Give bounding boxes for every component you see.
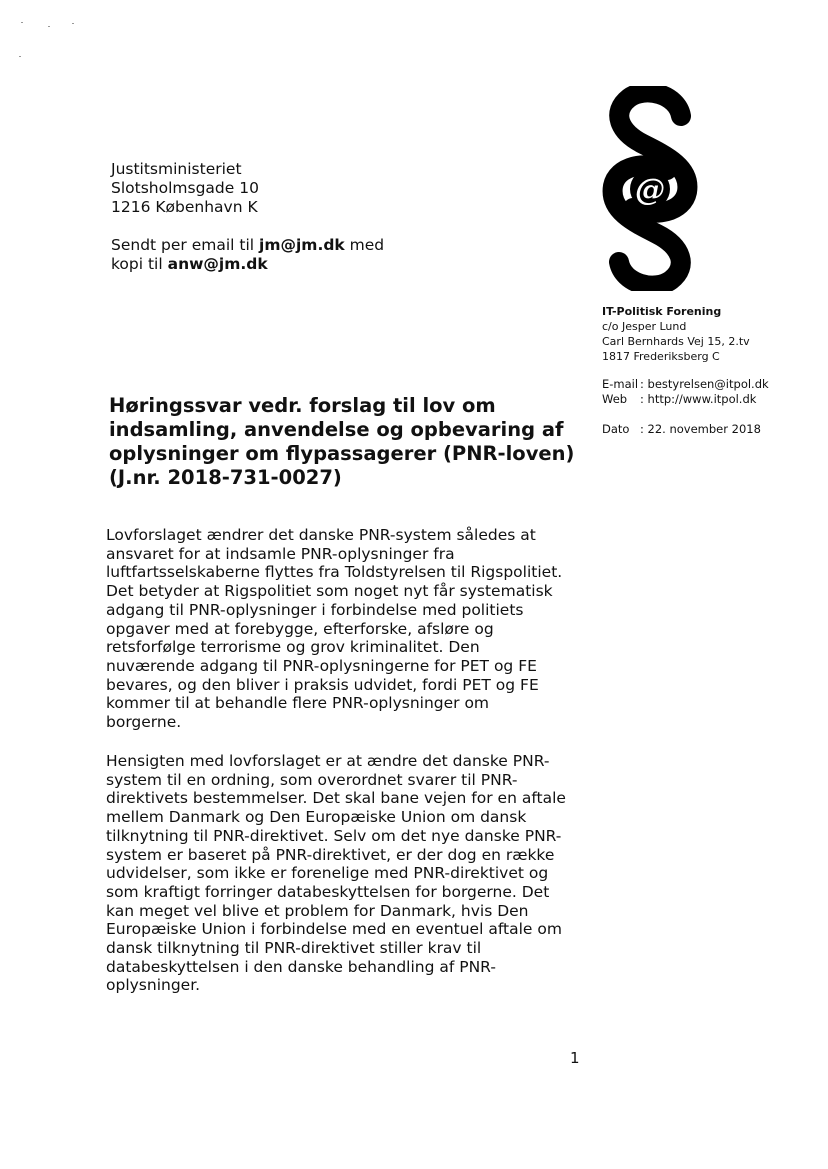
document-title: [109, 394, 599, 490]
text-line: oplysninger.: [106, 976, 201, 995]
text-line: luftfartsselskaberne flyttes fra Toldstyrelsen til Rigspolitiet.: [106, 563, 563, 582]
text-line: retsforfølge terrorisme og grov kriminalitet. Den: [106, 638, 480, 657]
body-paragraph-1: [106, 526, 586, 732]
letter-date: [602, 422, 761, 436]
recipient-line: Slotsholmsgade 10: [111, 179, 259, 197]
body-paragraph-2: [106, 752, 586, 995]
title-line: (J.nr. 2018-731-0027): [109, 466, 342, 489]
email-label: E-mail: [602, 377, 639, 391]
date-label: Dato: [602, 422, 630, 436]
sent-middle: med: [344, 236, 385, 254]
text-line: borgerne.: [106, 713, 182, 732]
text-line: kan meget vel blive et problem for Danmark, hvis Den: [106, 901, 529, 920]
text-line: adgang til PNR-oplysninger i forbindelse med politiets: [106, 600, 524, 619]
recipient-line: Justitsministeriet: [111, 160, 242, 178]
text-line: ansvaret for at indsamle PNR-oplysninger fra: [106, 544, 455, 563]
page-number: 1: [570, 1049, 580, 1067]
title-line: Høringssvar vedr. forslag til lov om: [109, 394, 496, 417]
email-link-jm[interactable]: jm@jm.dk: [259, 236, 345, 254]
scan-speck: [48, 26, 50, 27]
sender-org: [602, 304, 750, 364]
sent-prefix: Sendt per email til: [111, 236, 260, 254]
text-line: system er baseret på PNR-direktivet, er der dog en række: [106, 845, 555, 864]
scan-speck: [72, 23, 74, 24]
org-line: 1817 Frederiksberg C: [602, 350, 720, 363]
text-line: Europæiske Union i forbindelse med en eventuel aftale om: [106, 920, 562, 939]
org-name: IT-Politisk Forening: [602, 305, 722, 318]
text-line: dansk tilknytning til PNR-direktivet stiller krav til: [106, 939, 482, 958]
sent-prefix-copy: kopi til: [111, 255, 168, 273]
text-line: kommer til at behandle flere PNR-oplysninger om: [106, 694, 490, 713]
text-line: udvidelser, som ikke er forenelige med PNR-direktivet og: [106, 864, 549, 883]
text-line: tilknytning til PNR-direktivet. Selv om det nye danske PNR-: [106, 826, 562, 845]
scan-speck: [19, 56, 21, 57]
sent-note: [111, 236, 384, 274]
scan-speck: [21, 22, 23, 23]
text-line: system til en ordning, som overordnet svarer til PNR-: [106, 770, 518, 789]
text-line: databeskyttelsen i den danske behandling af PNR-: [106, 957, 496, 976]
org-line: Carl Bernhards Vej 15, 2.tv: [602, 335, 750, 348]
text-line: bevares, og den bliver i praksis udvidet, fordi PET og FE: [106, 675, 539, 694]
itpol-logo: [595, 86, 705, 291]
recipient-address: [111, 160, 259, 217]
title-line: oplysninger om flypassagerer (PNR-loven): [109, 442, 575, 465]
text-line: Hensigten med lovforslaget er at ændre det danske PNR-: [106, 752, 550, 770]
email-link-anw[interactable]: anw@jm.dk: [167, 255, 268, 273]
text-line: Det betyder at Rigspolitiet som noget nyt får systematisk: [106, 582, 553, 601]
org-web-link[interactable]: : http://www.itpol.dk: [640, 392, 757, 406]
at-symbol-icon: @: [635, 173, 665, 208]
text-line: mellem Danmark og Den Europæiske Union om dansk: [106, 808, 527, 827]
org-email-link[interactable]: : bestyrelsen@itpol.dk: [640, 377, 769, 391]
text-line: opgaver med at forebygge, efterforske, afsløre og: [106, 619, 494, 638]
recipient-line: 1216 København K: [111, 198, 258, 216]
title-line: indsamling, anvendelse og opbevaring af: [109, 418, 564, 441]
date-value: : 22. november 2018: [640, 422, 761, 436]
text-line: direktivets bestemmelser. Det skal bane vejen for en aftale: [106, 789, 566, 808]
text-line: Lovforslaget ændrer det danske PNR-system således at: [106, 526, 536, 544]
org-line: c/o Jesper Lund: [602, 320, 687, 333]
web-label: Web: [602, 392, 628, 406]
text-line: som kraftigt forringer databeskyttelsen for borgerne. Det: [106, 882, 550, 901]
org-contact: [602, 377, 769, 407]
text-line: nuværende adgang til PNR-oplysningerne for PET og FE: [106, 656, 537, 675]
